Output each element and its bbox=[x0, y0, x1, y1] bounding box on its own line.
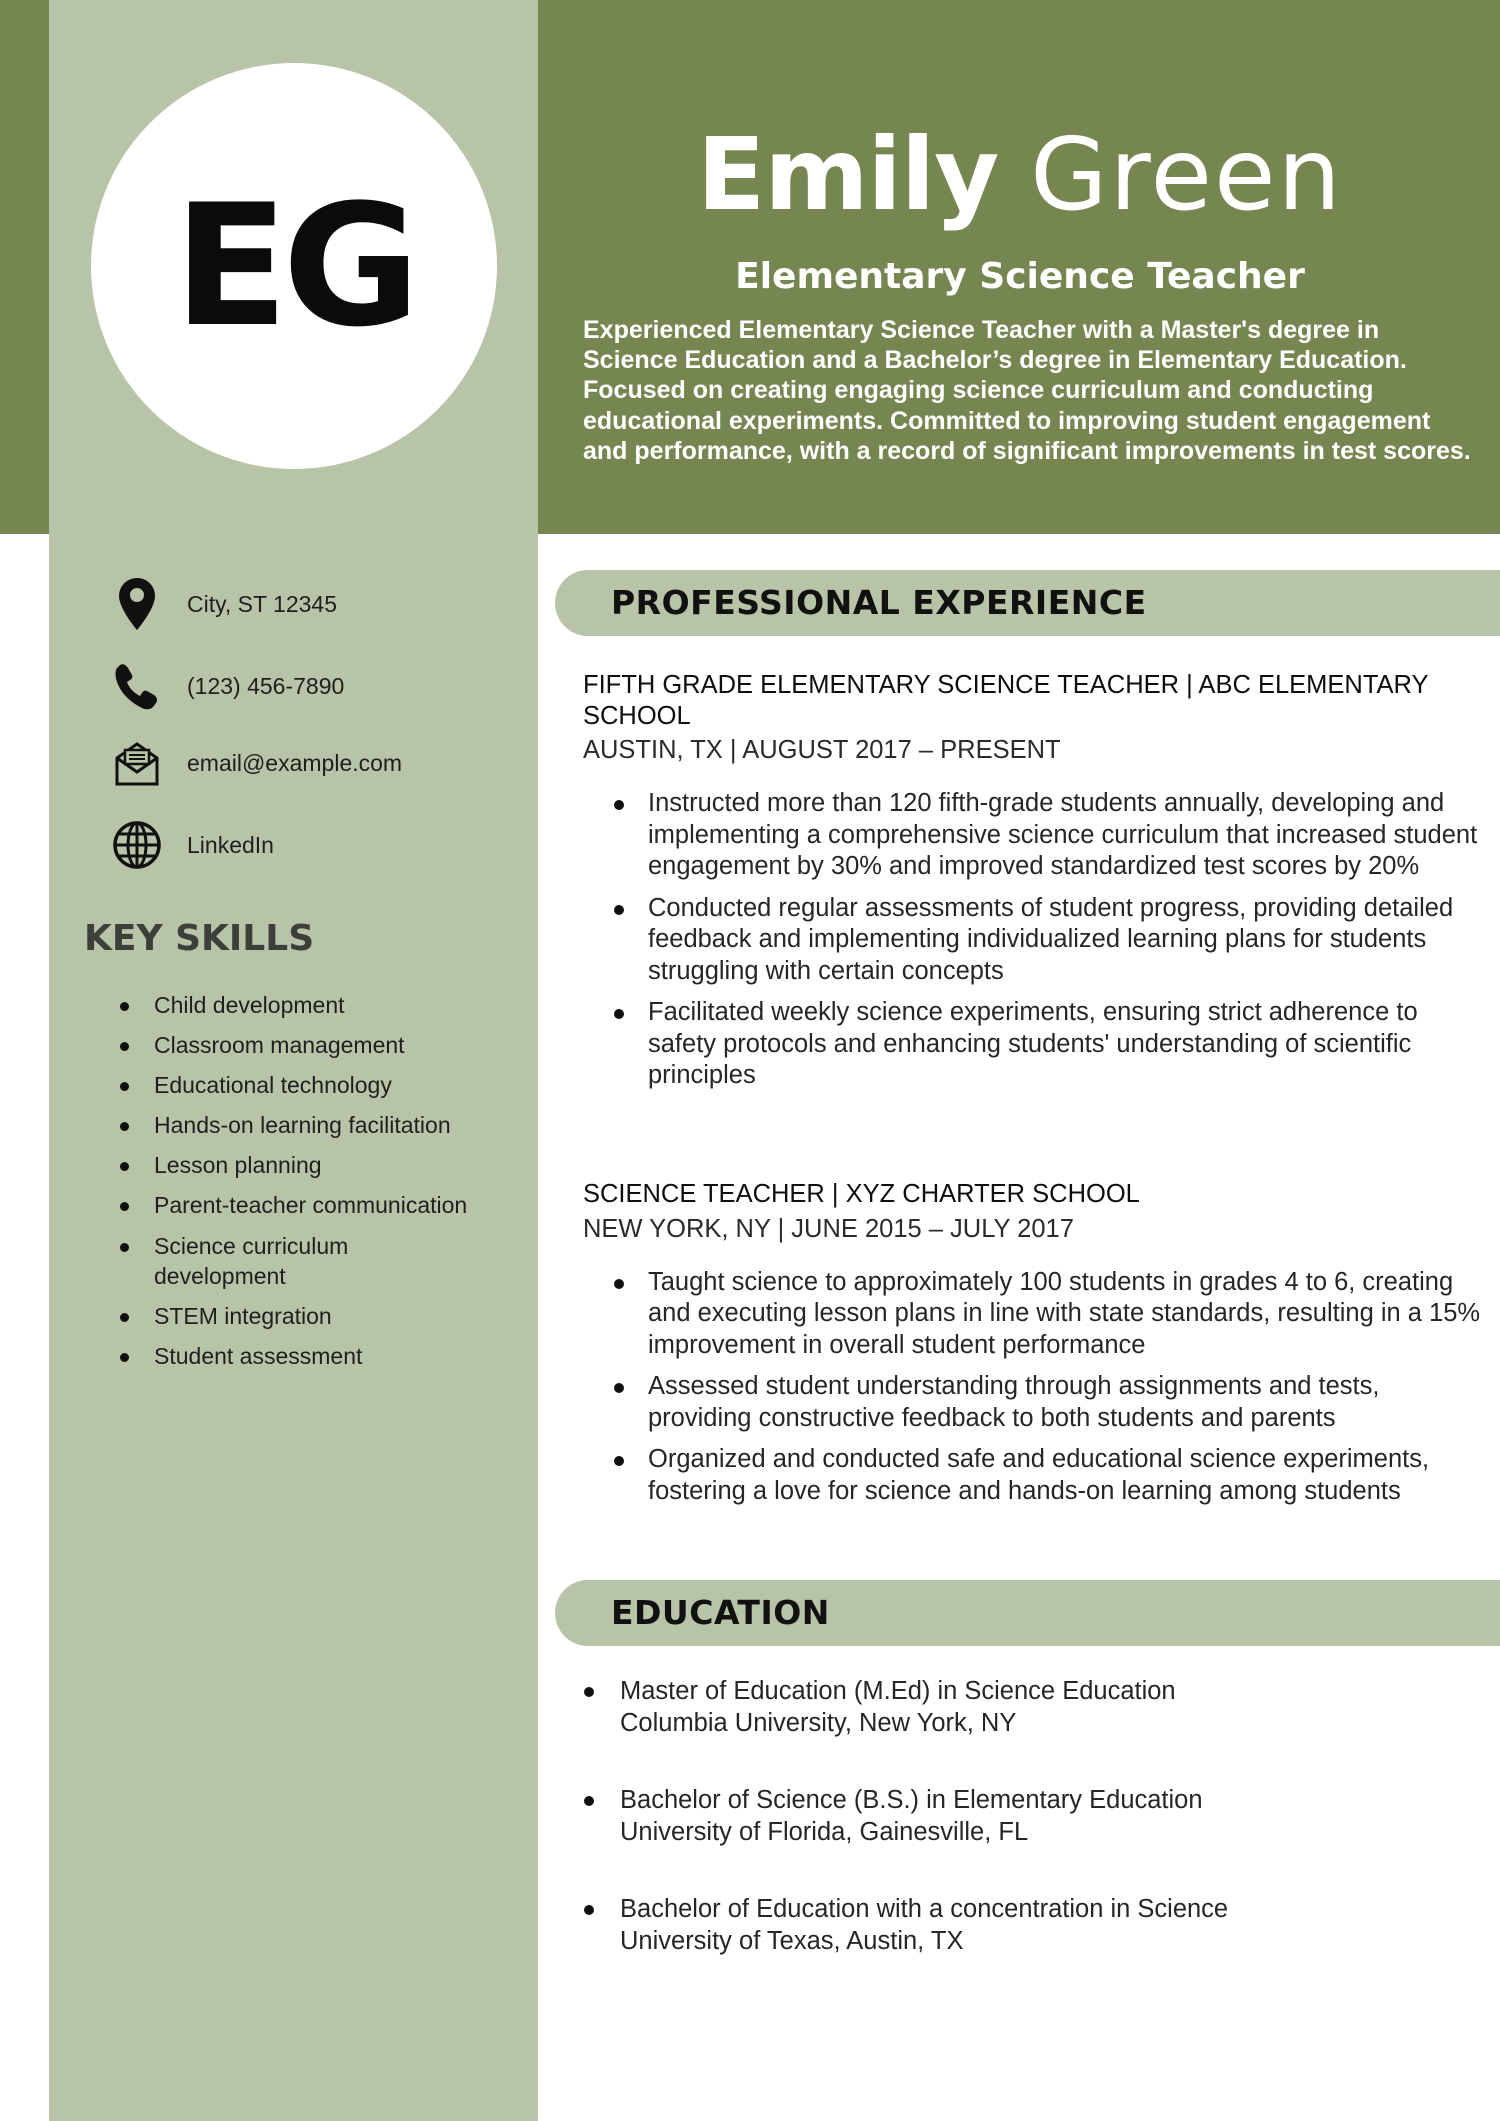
education-heading: EDUCATION bbox=[611, 1593, 830, 1632]
location-pin-icon bbox=[112, 576, 162, 632]
job-role: SCIENCE TEACHER | XYZ CHARTER SCHOOL bbox=[583, 1180, 1140, 1208]
location-text: City, ST 12345 bbox=[187, 590, 338, 617]
degree: Bachelor of Science (B.S.) in Elementary Education bbox=[620, 1786, 1203, 1814]
job-bullet: Conducted regular assessments of student progress, providing detailed feedback and implementing individualized learning plans for students struggling with certain concepts bbox=[583, 893, 1483, 988]
education-entry bbox=[583, 1893, 1483, 1957]
school: University of Texas, Austin, TX bbox=[620, 1927, 964, 1955]
skill-item: Lesson planning bbox=[118, 1150, 518, 1181]
education-entry bbox=[583, 1675, 1483, 1739]
email-text: email@example.com bbox=[187, 749, 403, 776]
skill-item: Classroom management bbox=[118, 1030, 518, 1061]
summary: Experienced Elementary Science Teacher with a Master's degree in Science Education and a Bachelor’s degree in Elementary Education. Focused on creating engaging science curriculum and conducting educational experiments. Committed to improving student engagement and performance, with a record of significant improvements in test scores. bbox=[583, 316, 1471, 465]
job-title: Elementary Science Teacher bbox=[735, 256, 1305, 297]
skill-item: STEM integration bbox=[118, 1301, 518, 1332]
candidate-name bbox=[540, 115, 1500, 235]
job-role: FIFTH GRADE ELEMENTARY SCIENCE TEACHER | ABC ELEMENTARY SCHOOL bbox=[583, 671, 1429, 730]
linkedin-link[interactable]: LinkedIn bbox=[187, 831, 274, 858]
envelope-icon bbox=[112, 735, 162, 791]
education-list bbox=[583, 1675, 1483, 1957]
skills-heading: KEY SKILLS bbox=[84, 918, 315, 959]
job-bullets bbox=[583, 788, 1483, 1092]
job-entry-1 bbox=[583, 670, 1483, 1102]
skill-item: Educational technology bbox=[118, 1070, 518, 1101]
skill-item: Student assessment bbox=[118, 1341, 518, 1372]
skill-item: Parent-teacher communication bbox=[118, 1190, 518, 1221]
job-bullets bbox=[583, 1267, 1483, 1508]
degree: Bachelor of Education with a concentration in Science bbox=[620, 1895, 1229, 1923]
phone-icon bbox=[112, 658, 162, 714]
last-name: Green bbox=[1030, 116, 1343, 233]
contact-email bbox=[112, 733, 512, 793]
job-bullet: Taught science to approximately 100 students in grades 4 to 6, creating and executing lesson plans in line with state standards, resulting in a 15% improvement in overall student performance bbox=[583, 1267, 1483, 1362]
school: University of Florida, Gainesville, FL bbox=[620, 1818, 1029, 1846]
job-meta: AUSTIN, TX | AUGUST 2017 – PRESENT bbox=[583, 736, 1061, 764]
education-entry bbox=[583, 1784, 1483, 1848]
contact-linkedin bbox=[112, 815, 512, 875]
contact-location bbox=[112, 574, 512, 634]
skills-list bbox=[118, 990, 518, 1381]
degree: Master of Education (M.Ed) in Science Education bbox=[620, 1677, 1176, 1705]
job-meta: NEW YORK, NY | JUNE 2015 – JULY 2017 bbox=[583, 1214, 1074, 1243]
skill-item: Science curriculum development bbox=[118, 1231, 414, 1292]
job-entry-2 bbox=[583, 1179, 1483, 1517]
school: Columbia University, New York, NY bbox=[620, 1709, 1017, 1737]
contact-phone bbox=[112, 656, 512, 716]
job-bullet: Assessed student understanding through assignments and tests, providing constructive feedback to both students and parents bbox=[583, 1371, 1483, 1434]
globe-icon bbox=[112, 817, 162, 873]
skill-item: Child development bbox=[118, 990, 518, 1021]
job-bullet: Organized and conducted safe and educational science experiments, fostering a love for science and hands-on learning among students bbox=[583, 1444, 1483, 1507]
job-bullet: Facilitated weekly science experiments, ensuring strict adherence to safety protocols and enhancing students' understanding of scientific principles bbox=[583, 997, 1483, 1092]
skill-item: Hands-on learning facilitation bbox=[118, 1110, 518, 1141]
phone-text: (123) 456-7890 bbox=[187, 672, 345, 699]
experience-heading: PROFESSIONAL EXPERIENCE bbox=[611, 583, 1147, 622]
first-name: Emily bbox=[697, 116, 999, 233]
monogram-avatar: EG bbox=[91, 63, 497, 469]
job-bullet: Instructed more than 120 fifth-grade students annually, developing and implementing a comprehensive science curriculum that increased student engagement by 30% and improved standardized test scores by 20% bbox=[583, 788, 1483, 883]
